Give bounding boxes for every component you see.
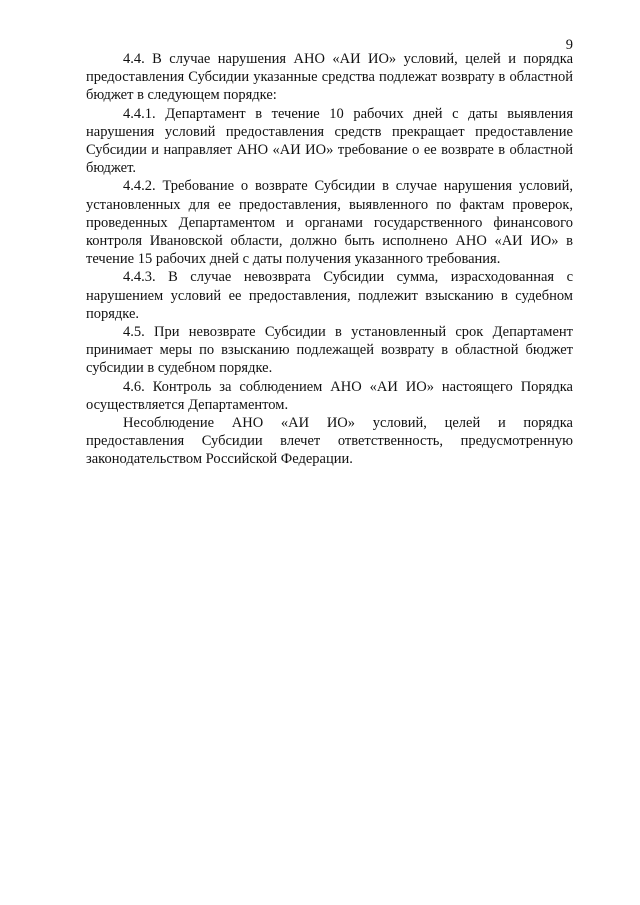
page-number: 9 (565, 37, 573, 53)
paragraph-4-6: 4.6. Контроль за соблюдением АНО «АИ ИО» настоящего Порядка осуществляется Департаментом. (86, 378, 573, 413)
paragraph-liability: Несоблюдение АНО «АИ ИО» условий, целей и порядка предоставления Субсидии влечет ответственность, предусмотренную законодательством Российской Федерации. (86, 415, 573, 468)
document-body (86, 50, 573, 469)
paragraph-4-4-1: 4.4.1. Департамент в течение 10 рабочих дней с даты выявления нарушения условий предоставления средств прекращает предоставление Субсидии и направляет АНО «АИ ИО» требование о ее возврате в областной бюджет. (86, 105, 573, 177)
paragraph-4-4-2: 4.4.2. Требование о возврате Субсидии в случае нарушения условий, установленных для ее предоставления, выявленного по фактам проверок, проведенных Департаментом и органами государственного финансового контроля Ивановской области, должно быть исполнено АНО «АИ ИО» в течение 15 рабочих дней с даты получения указанного требования. (86, 178, 573, 268)
paragraph-4-4: 4.4. В случае нарушения АНО «АИ ИО» условий, целей и порядка предоставления Субсидии указанные средства подлежат возврату в областной бюджет в следующем порядке: (86, 51, 573, 104)
paragraph-4-5: 4.5. При невозврате Субсидии в установленный срок Департамент принимает меры по взысканию подлежащей возврату в областной бюджет субсидии в судебном порядке. (86, 324, 573, 377)
paragraph-4-4-3: 4.4.3. В случае невозврата Субсидии сумма, израсходованная с нарушением условий ее предоставления, подлежит взысканию в судебном порядке. (86, 269, 573, 322)
